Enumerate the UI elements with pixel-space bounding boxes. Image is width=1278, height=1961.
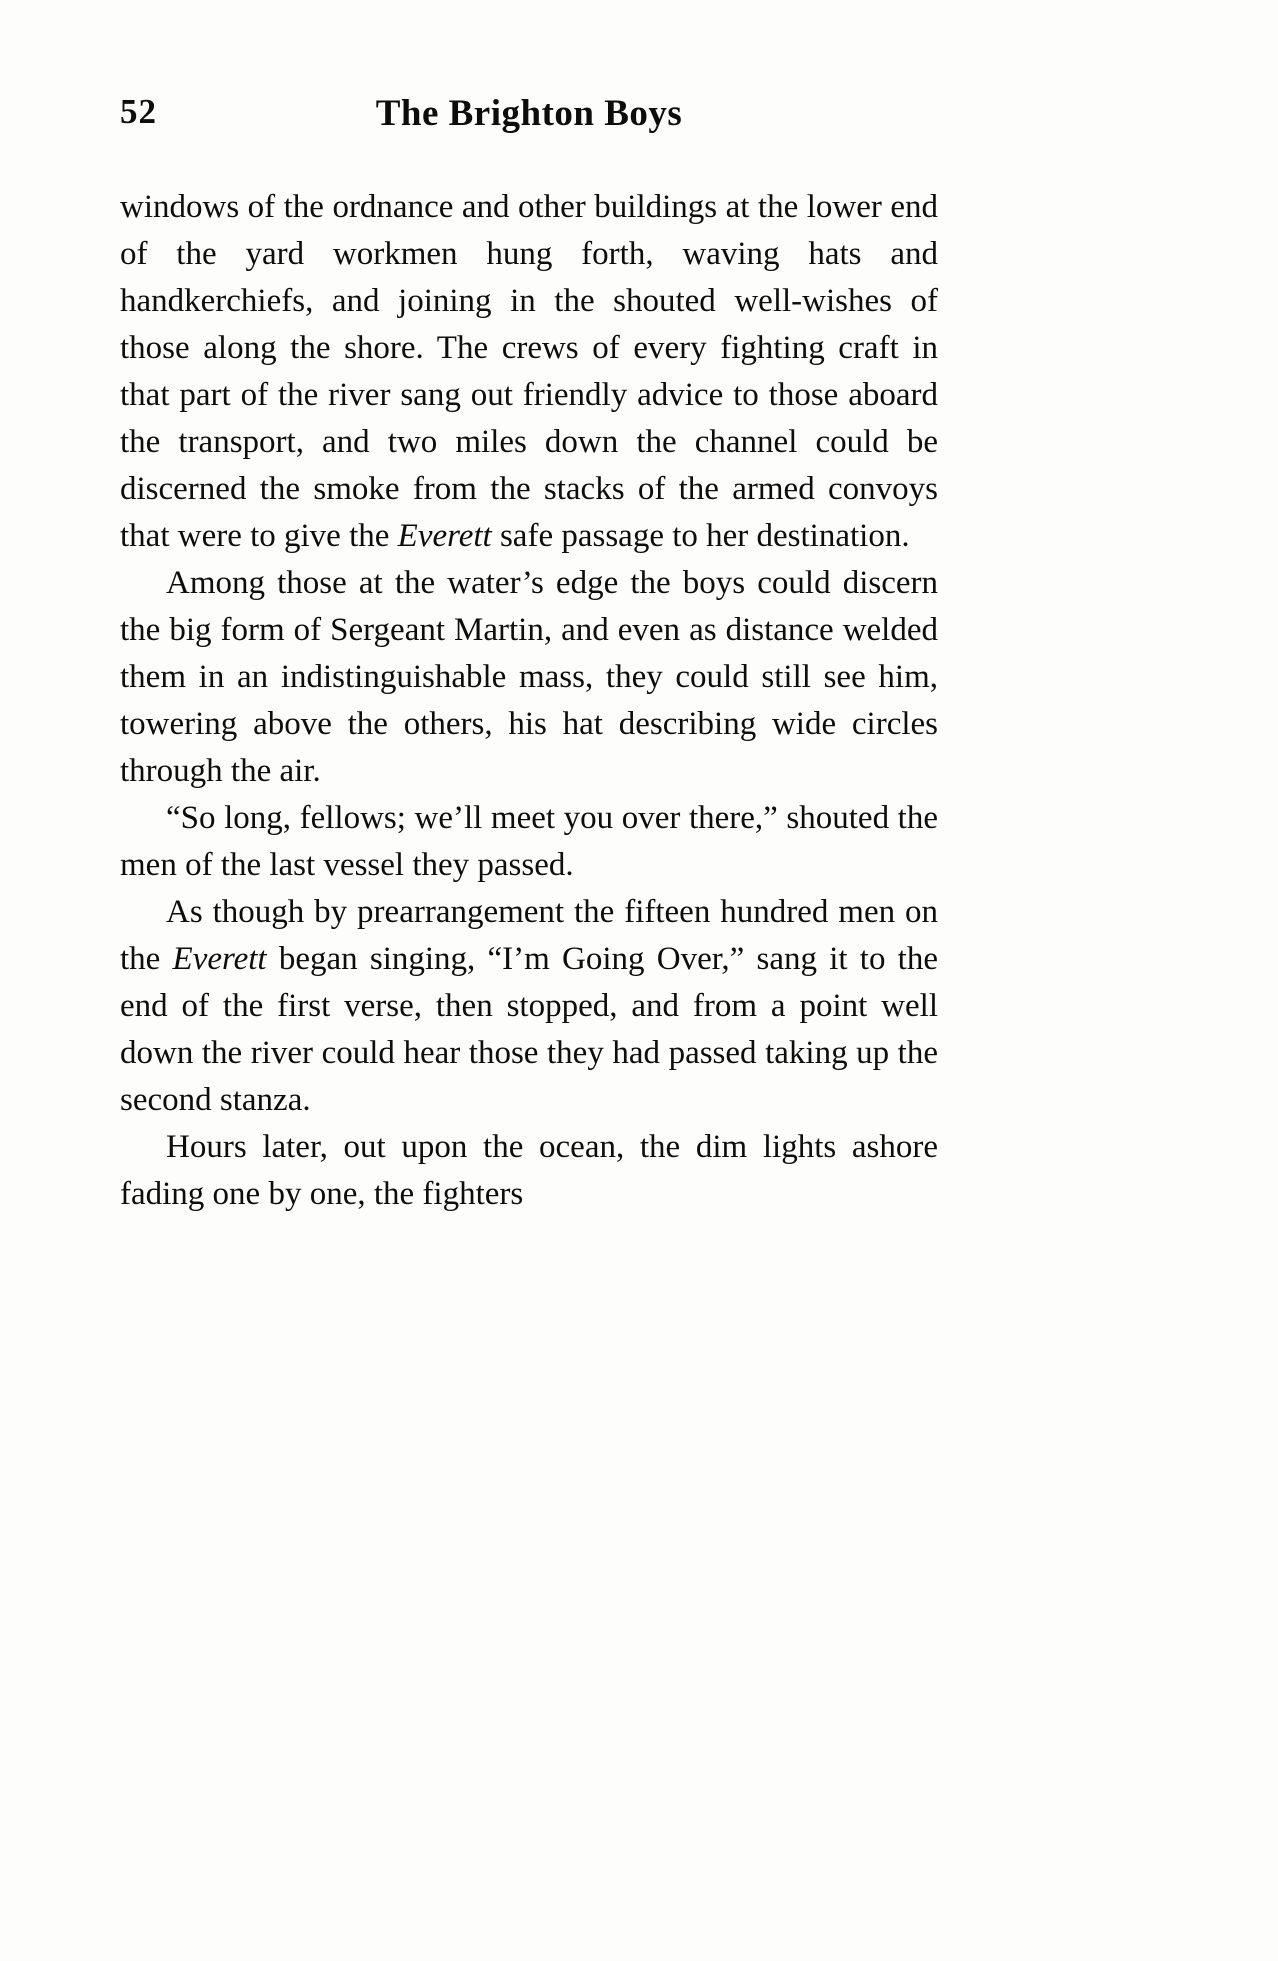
paragraph [120, 560, 938, 795]
page-number: 52 [120, 92, 157, 131]
italic-text-run: Everett [397, 518, 492, 554]
page-header [120, 92, 938, 146]
running-title: The Brighton Boys [375, 93, 683, 134]
text-run: As though by prearrangement the fifteen hundred men on the [120, 894, 938, 977]
italic-text-run: Everett [172, 941, 267, 977]
paragraph [120, 1124, 938, 1218]
text-run: “So long, fellows; we’ll meet you over there,” shouted the men of the last vessel they passed. [120, 800, 938, 883]
text-run: began singing, “I’m Going Over,” sang it to the end of the first verse, then stopped, and from a point well down the river could hear those they had passed taking up the second stanza. [120, 941, 938, 1118]
text-run: Hours later, out upon the ocean, the dim lights ashore fading one by one, the fighters [120, 1129, 938, 1212]
paragraph [120, 795, 938, 889]
text-column [120, 92, 938, 1218]
paragraph [120, 184, 938, 560]
text-run: Among those at the water’s edge the boys could discern the big form of Sergeant Martin, and even as distance welded them in an indistinguishable mass, they could still see him, towering above the others, his hat describing wide circles through the air. [120, 565, 938, 789]
text-run: safe passage to her destination. [491, 518, 910, 554]
text-run: windows of the ordnance and other buildings at the lower end of the yard workmen hung forth, waving hats and handkerchiefs, and joining in the shouted well-wishes of those along the shore. The crews of every fighting craft in that part of the river sang out friendly advice to those aboard the transport, and two miles down the channel could be discerned the smoke from the stacks of the armed convoys that were to give the [120, 189, 938, 554]
paragraph [120, 889, 938, 1124]
body-text [120, 184, 938, 1218]
